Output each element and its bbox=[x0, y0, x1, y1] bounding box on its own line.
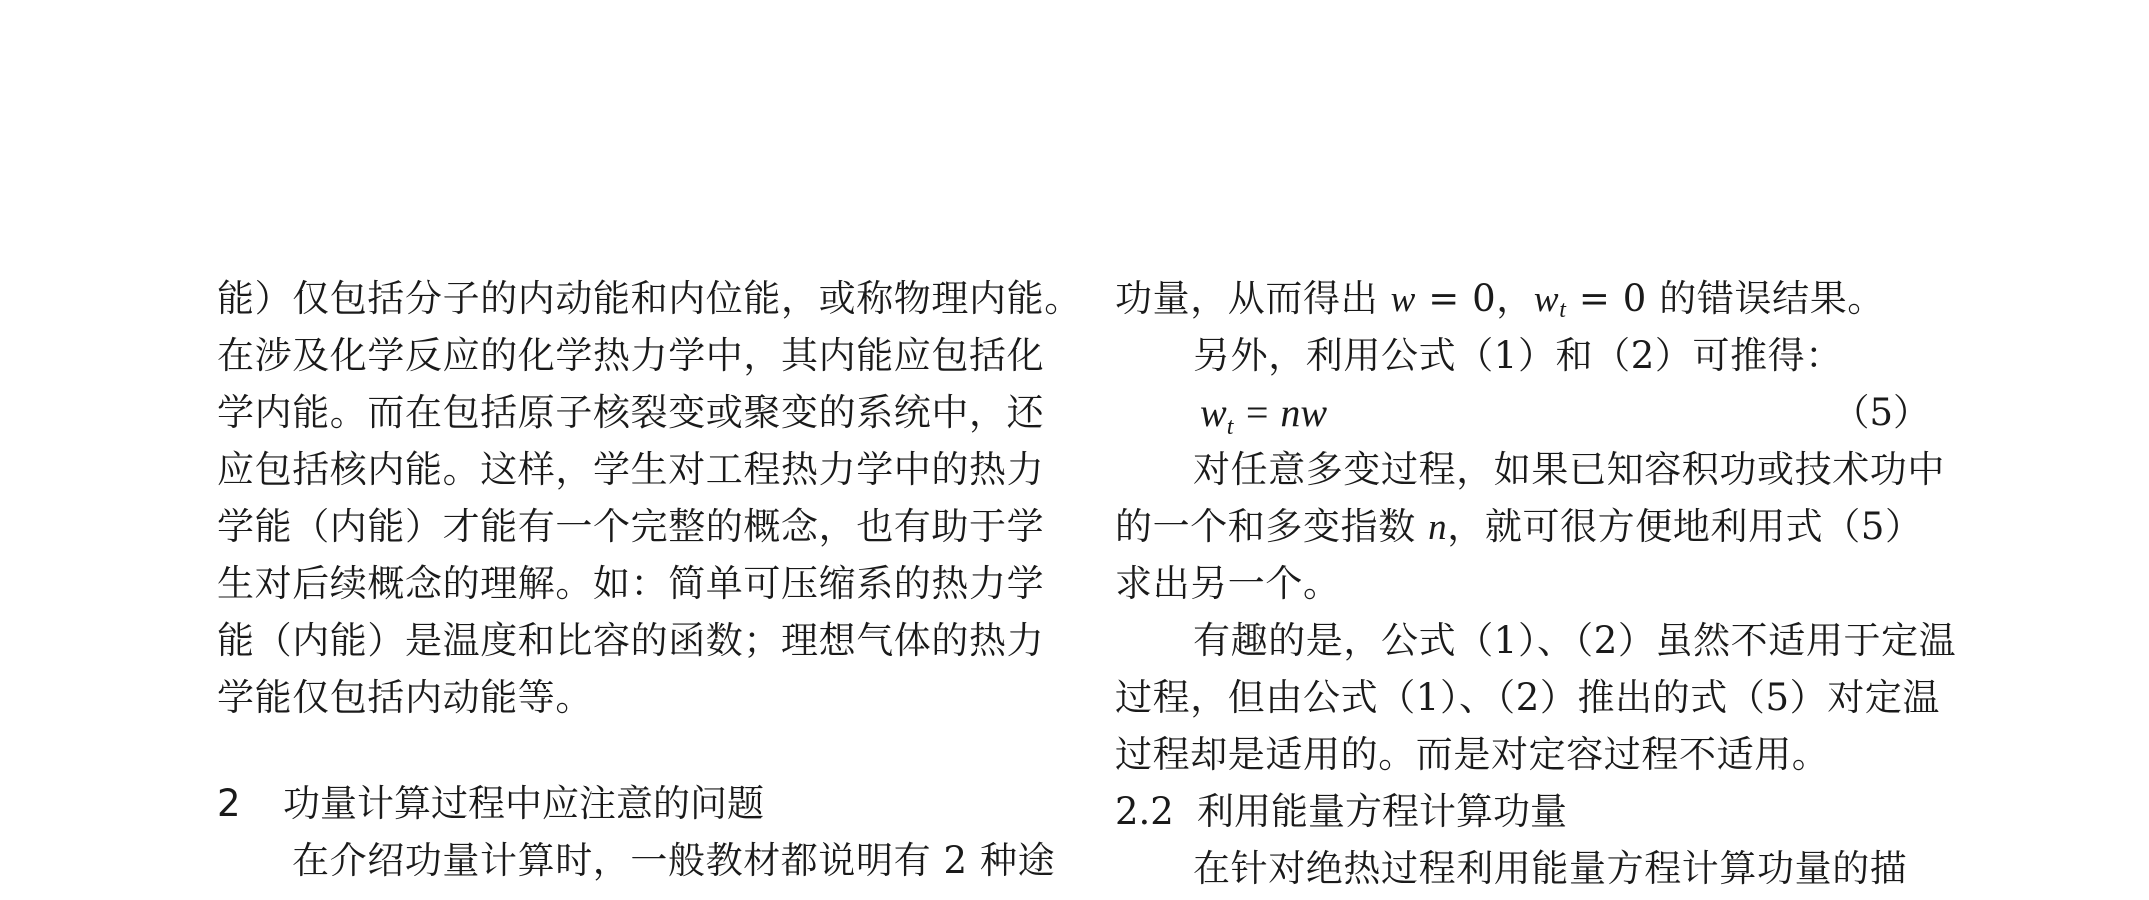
equation-lhs: w bbox=[1200, 390, 1227, 435]
body-text-line: 另外，利用公式（1）和（2）可推得： bbox=[1193, 334, 1843, 377]
body-text-line: 应包括核内能。这样，学生对工程热力学中的热力 bbox=[217, 448, 1045, 491]
body-text-line: 生对后续概念的理解。如：简单可压缩系的热力学 bbox=[217, 562, 1045, 605]
section-title: 功量计算过程中应注意的问题 bbox=[283, 782, 764, 825]
body-text-line: 能）仅包括分子的内动能和内位能，或称物理内能。 bbox=[217, 277, 1082, 320]
body-text-line: 对任意多变过程，如果已知容积功或技术功中 bbox=[1193, 448, 1945, 491]
right-column bbox=[1115, 270, 1957, 897]
text-span: 功量，从而得出 bbox=[1115, 277, 1391, 320]
body-text-line: 学能（内能）才能有一个完整的概念，也有助于学 bbox=[217, 505, 1045, 548]
equation-rhs: = nw bbox=[1233, 390, 1328, 435]
subsection-title: 利用能量方程计算功量 bbox=[1197, 790, 1567, 833]
equation bbox=[1200, 384, 1327, 441]
math-base: w bbox=[1533, 279, 1560, 320]
section-heading bbox=[217, 775, 1032, 832]
math-symbol-n: n bbox=[1428, 507, 1448, 548]
equation-number: （5） bbox=[1832, 391, 1930, 434]
body-text-line: 在针对绝热过程利用能量方程计算功量的描 bbox=[1193, 847, 1908, 890]
math-subscript: t bbox=[1559, 297, 1567, 323]
body-text-line: 在介绍功量计算时，一般教材都说明有 2 种途 bbox=[292, 839, 1056, 882]
subsection-heading bbox=[1115, 783, 1930, 840]
body-text-line: 学内能。而在包括原子核裂变或聚变的系统中，还 bbox=[217, 391, 1045, 434]
body-text-line bbox=[1115, 270, 1930, 327]
subsection-number: 2.2 bbox=[1115, 790, 1174, 833]
text-span: 的一个和多变指数 bbox=[1115, 505, 1429, 548]
equation-lhs-subscript: t bbox=[1226, 414, 1234, 440]
body-text-line: 有趣的是，公式（1）、（2）虽然不适用于定温 bbox=[1193, 619, 1957, 662]
body-text-line: 过程，但由公式（1）、（2）推出的式（5）对定温 bbox=[1115, 676, 1941, 719]
section-number: 2 bbox=[217, 782, 241, 825]
body-text-line: 能（内能）是温度和比容的函数；理想气体的热力 bbox=[217, 619, 1045, 662]
equation-row bbox=[1115, 384, 1930, 441]
text-span: = 0 的错误结果。 bbox=[1566, 277, 1885, 320]
text-span: ，就可很方便地利用式（5） bbox=[1447, 505, 1923, 548]
body-text-line: 求出另一个。 bbox=[1115, 562, 1341, 605]
body-text-line: 在涉及化学反应的化学热力学中，其内能应包括化 bbox=[217, 334, 1045, 377]
body-text-line: 过程却是适用的。而是对定容过程不适用。 bbox=[1115, 733, 1830, 776]
math-symbol-w: w bbox=[1390, 279, 1416, 320]
text-span: = 0， bbox=[1415, 277, 1534, 320]
section-spacer bbox=[217, 726, 1032, 771]
body-text-line: 学能仅包括内动能等。 bbox=[217, 676, 593, 719]
body-text-line bbox=[1115, 498, 1930, 555]
math-symbol-wt bbox=[1533, 279, 1567, 323]
left-column bbox=[217, 270, 1082, 889]
